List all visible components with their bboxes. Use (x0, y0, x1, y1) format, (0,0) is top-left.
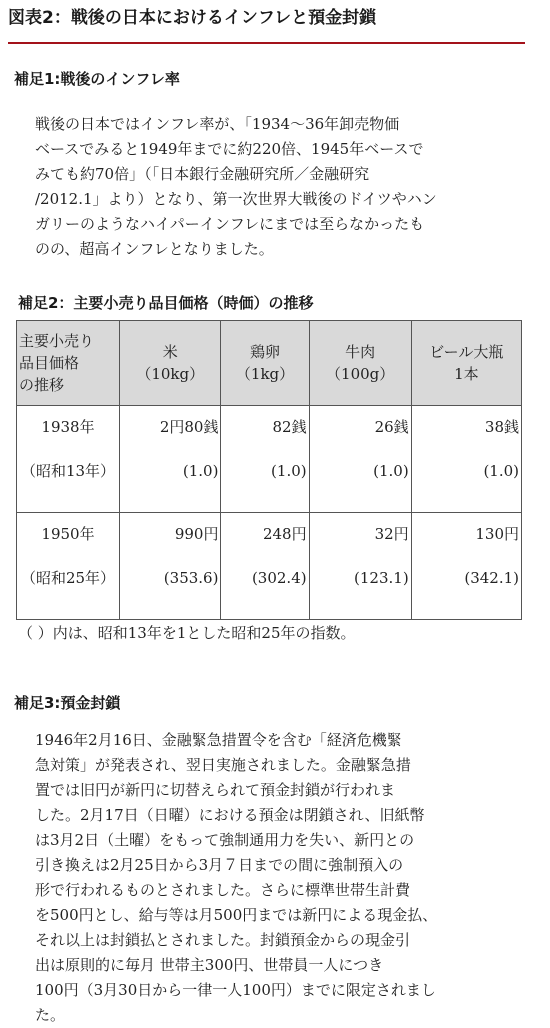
index-value: (342.1) (464, 569, 519, 587)
index-value: (353.6) (163, 569, 219, 587)
header-rice-label: 米 （10kg） (136, 343, 205, 383)
page-title: 図表2：戦後の日本におけるインフレと預金封鎖 (8, 8, 377, 28)
price-value: 248円 (262, 525, 307, 543)
header-cell-item (17, 321, 120, 406)
header-eggs-label: 鶏卵 （1kg） (235, 343, 295, 383)
price-cell-beef (309, 513, 411, 620)
row-year-cell (17, 513, 120, 620)
price-value: 26銭 (374, 418, 409, 436)
price-cell-beer (411, 406, 521, 513)
row-era: （昭和25年） (20, 569, 116, 587)
row-era: （昭和13年） (20, 462, 116, 480)
price-value: 38銭 (484, 418, 519, 436)
row-year: 1950年 (41, 525, 95, 543)
table-row (17, 406, 522, 513)
price-table-header-row (17, 321, 522, 406)
section1-heading: 補足1:戦後のインフレ率 (14, 70, 180, 88)
price-table (16, 320, 522, 620)
index-value: (302.4) (251, 569, 307, 587)
price-value: 990円 (174, 525, 219, 543)
header-item-label: 主要小売り 品目価格 の推移 (19, 332, 95, 394)
table-row (17, 513, 522, 620)
index-value: (1.0) (271, 462, 307, 480)
price-cell-beer (411, 513, 521, 620)
index-value: (1.0) (483, 462, 519, 480)
section1-paragraph: 戦後の日本ではインフレ率が、「1934～36年卸売物価 ベースでみると1949年までに約220倍、1945年ベースで みても約70倍」（「日本銀行金融研究所／金融研究 /2012.1」より）となり、第一次世界大戦後のドイツやハン ガリーのようなハイパーインフレにまでは至らなかったも のの、超高インフレとなりました。 (35, 115, 437, 258)
header-cell-eggs (221, 321, 309, 406)
price-cell-rice (120, 406, 221, 513)
header-beer-label: ビール大瓶 1本 (429, 343, 504, 383)
header-cell-beef (309, 321, 411, 406)
table-footnote: （ ）内は、昭和13年を1とした昭和25年の指数。 (18, 624, 356, 642)
price-value: 130円 (475, 525, 519, 543)
index-value: (123.1) (354, 569, 409, 587)
price-cell-beef (309, 406, 411, 513)
index-value: (1.0) (182, 462, 219, 480)
price-cell-eggs (221, 406, 309, 513)
price-value: 82銭 (272, 418, 307, 436)
section3-heading: 補足3:預金封鎖 (14, 694, 121, 712)
price-value: 2円80銭 (159, 418, 219, 436)
section2-heading: 補足2：主要小売り品目価格（時価）の推移 (18, 294, 314, 312)
section3-paragraph: 1946年2月16日、金融緊急措置令を含む「経済危機緊 急対策」が発表され、翌日実施されました。金融緊急措 置では旧円が新円に切替えられて預金封鎖が行われま した。2月17日（日曜）における預金は閉鎖され、旧紙幣 は3月2日（土曜）をもって強制通用力を失い、新円との 引き換えは2月25日から3月７日までの間に強制預入の 形で行われるものとされました。さらに標準世帯生計費 を500円とし、給与等は月500円までは新円による現金払、 それ以上は封鎖払とされました。封鎖預金からの現金引 出は原則的に毎月 世帯主300円、世帯員一人につき 100円（3月30日から一律一人100円）までに限定されまし た。 (35, 731, 438, 1024)
header-beef-label: 牛肉 （100g） (326, 343, 395, 383)
row-year: 1938年 (41, 418, 95, 436)
price-cell-eggs (221, 513, 309, 620)
row-year-cell (17, 406, 120, 513)
index-value: (1.0) (373, 462, 409, 480)
price-cell-rice (120, 513, 221, 620)
price-value: 32円 (374, 525, 409, 543)
header-cell-beer (411, 321, 521, 406)
header-cell-rice (120, 321, 221, 406)
title-divider (8, 42, 525, 44)
